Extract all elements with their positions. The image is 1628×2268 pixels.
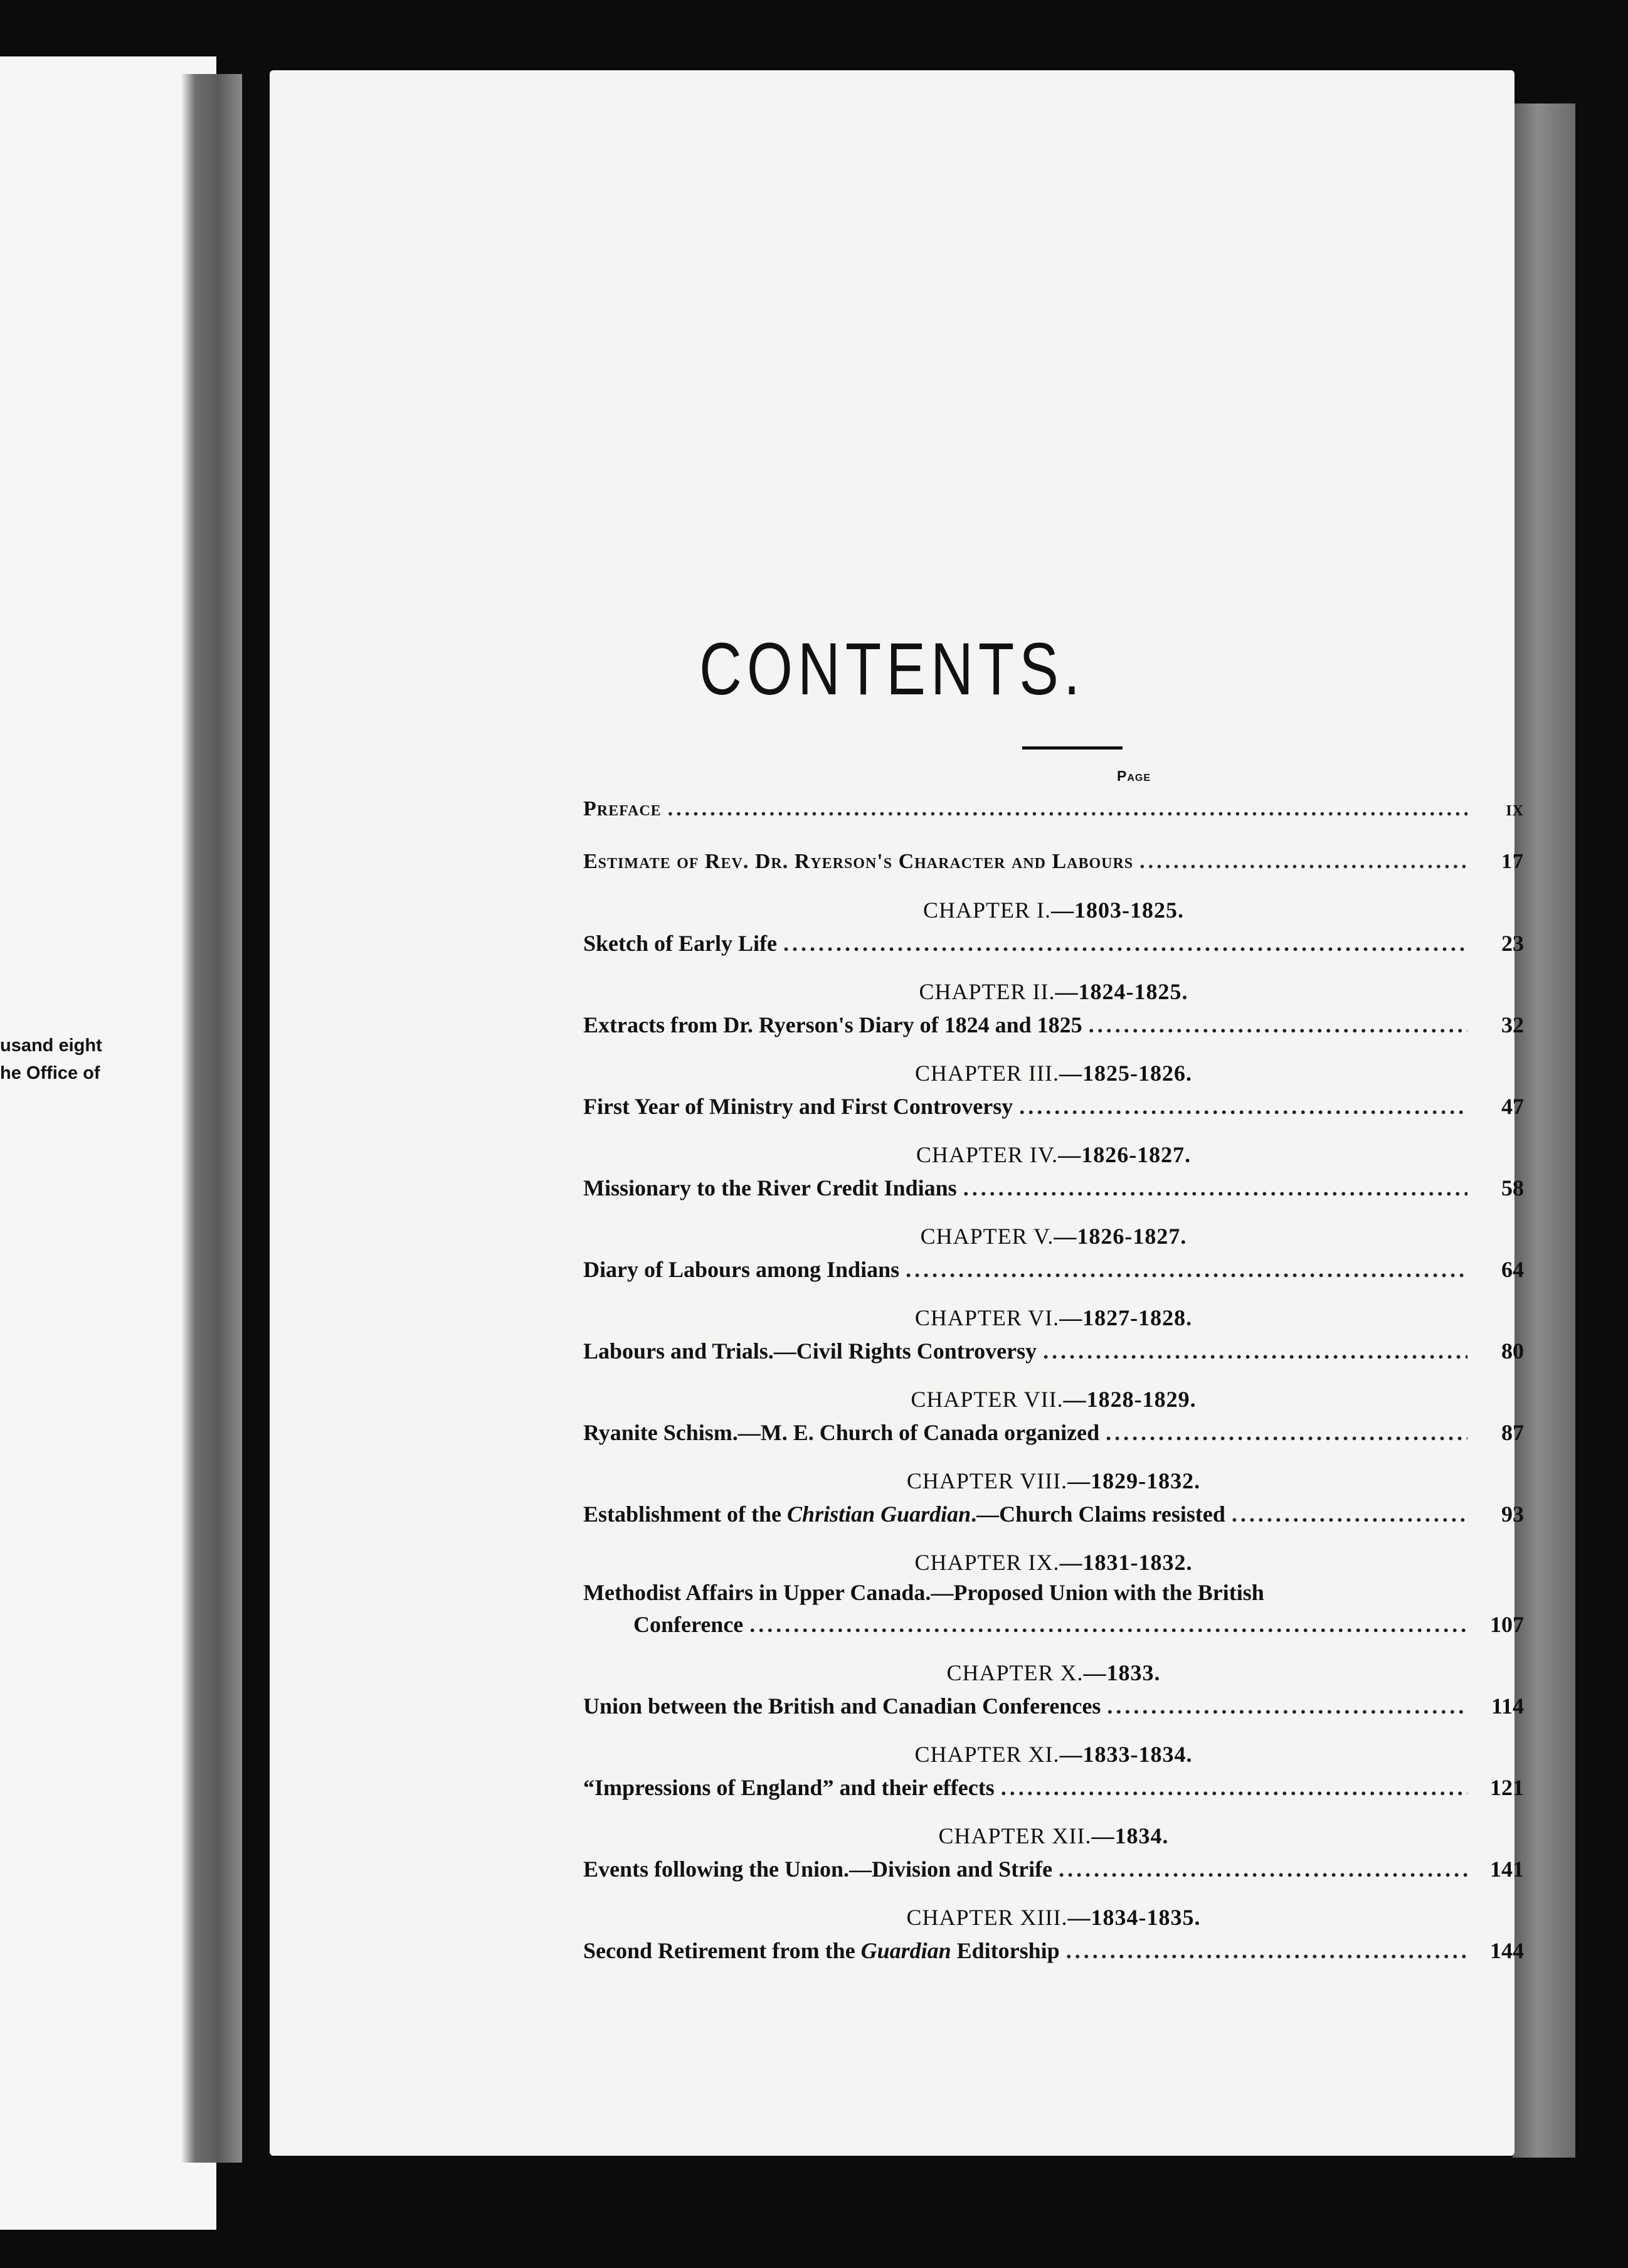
- chapter-heading: [583, 1384, 1524, 1415]
- chapter-number: CHAPTER IV.: [916, 1142, 1059, 1167]
- chapter-heading: [583, 1547, 1524, 1578]
- toc-entry-first-line[interactable]: Methodist Affairs in Upper Canada.—Proposed Union with the British: [583, 1580, 1264, 1605]
- toc-page-number: 144: [1490, 1938, 1524, 1963]
- dot-leader: [749, 1607, 1467, 1642]
- dot-leader: [1059, 1852, 1467, 1887]
- chapter-heading: [583, 1221, 1524, 1252]
- dot-leader: [963, 1170, 1467, 1206]
- toc-page-number: 114: [1491, 1693, 1524, 1719]
- chapter-heading: [583, 1820, 1524, 1852]
- dot-leader: [1066, 1933, 1467, 1968]
- toc-entry[interactable]: [583, 1852, 1524, 1887]
- chapter-number: CHAPTER VII.: [911, 1387, 1064, 1412]
- toc-entry[interactable]: [583, 1252, 1524, 1287]
- chapter-years: —1833-1834.: [1059, 1742, 1193, 1767]
- dot-leader: [1106, 1415, 1467, 1450]
- toc-entry-label: Missionary to the River Credit Indians: [583, 1175, 957, 1200]
- chapter-years: —1827-1828.: [1059, 1305, 1193, 1330]
- chapter-years: —1803-1825.: [1051, 898, 1184, 923]
- chapter-number: CHAPTER XII.: [938, 1823, 1092, 1848]
- toc-page-number: 58: [1501, 1175, 1524, 1200]
- toc-entry[interactable]: [583, 1770, 1524, 1805]
- chapter-heading: [583, 1139, 1524, 1170]
- toc-entry-label: [583, 1933, 1060, 1968]
- toc-entry[interactable]: [583, 1170, 1524, 1206]
- chapter-years: —1833.: [1083, 1660, 1161, 1685]
- page-title: CONTENTS.: [699, 627, 1086, 710]
- chapter-years: —1834-1835.: [1067, 1905, 1201, 1930]
- toc-entry[interactable]: [583, 1497, 1524, 1532]
- toc-entry[interactable]: [583, 1688, 1524, 1724]
- contents-area: [270, 70, 1524, 2156]
- toc-entry-label: Sketch of Early Life: [583, 931, 777, 956]
- toc-entry[interactable]: [583, 1089, 1524, 1124]
- chapter-heading: [583, 1057, 1524, 1089]
- toc-entry-label: Diary of Labours among Indians: [583, 1257, 900, 1282]
- toc-entry[interactable]: [583, 1333, 1524, 1369]
- chapter-heading: [583, 976, 1524, 1007]
- chapter-number: CHAPTER X.: [946, 1660, 1084, 1685]
- chapter-years: —1831-1832.: [1059, 1550, 1193, 1575]
- left-page-text-fragment: [0, 1032, 102, 1087]
- toc-entry[interactable]: [583, 1933, 1524, 1968]
- dot-leader: [1001, 1770, 1467, 1805]
- toc-entry-label: First Year of Ministry and First Controversy: [583, 1094, 1013, 1119]
- entry-text: Second Retirement from the: [583, 1938, 861, 1963]
- toc-entry-label: Union between the British and Canadian Conferences: [583, 1693, 1101, 1719]
- chapter-number: CHAPTER II.: [919, 979, 1055, 1004]
- entry-italic-title: Christian Guardian: [787, 1502, 971, 1527]
- toc-entry-preface[interactable]: [583, 792, 1524, 827]
- chapter-years: —1828-1829.: [1063, 1387, 1197, 1412]
- chapter-years: —1824-1825.: [1055, 979, 1188, 1004]
- chapter-heading: [583, 1657, 1524, 1688]
- contents-page: [270, 70, 1524, 2156]
- toc-page-number: 141: [1490, 1857, 1524, 1882]
- chapter-number: CHAPTER VIII.: [906, 1468, 1068, 1493]
- chapter-number: CHAPTER IX.: [914, 1550, 1060, 1575]
- chapter-years: —1829-1832.: [1067, 1468, 1201, 1493]
- toc-page-number: 32: [1501, 1012, 1524, 1037]
- chapter-number: CHAPTER V.: [920, 1224, 1054, 1249]
- chapter-number: CHAPTER III.: [915, 1061, 1059, 1086]
- toc-page-number: 121: [1490, 1775, 1524, 1800]
- chapter-number: CHAPTER I.: [922, 898, 1051, 923]
- chapter-number: CHAPTER XIII.: [906, 1905, 1068, 1930]
- toc-page-number: ix: [1506, 797, 1524, 820]
- toc-page-number: 17: [1501, 850, 1524, 873]
- chapter-years: —1825-1826.: [1059, 1061, 1192, 1086]
- chapter-heading: [583, 1465, 1524, 1497]
- toc-entry-label: Labours and Trials.—Civil Rights Controversy: [583, 1338, 1037, 1364]
- dot-leader: [1043, 1333, 1467, 1369]
- entry-text: Establishment of the: [583, 1502, 788, 1527]
- toc-page-number: 93: [1501, 1502, 1524, 1527]
- chapter-heading: [583, 1302, 1524, 1333]
- toc-entry[interactable]: [583, 1607, 1524, 1642]
- toc-entry[interactable]: [583, 1007, 1524, 1042]
- toc-entry-label: Preface: [583, 797, 662, 820]
- chapter-heading: [583, 894, 1524, 926]
- toc-entry-label: Conference: [633, 1612, 744, 1637]
- entry-italic-title: Guardian: [860, 1938, 951, 1963]
- entry-text: Editorship: [951, 1938, 1060, 1963]
- toc-page-number: 23: [1501, 931, 1524, 956]
- chapter-years: —1826-1827.: [1058, 1142, 1192, 1167]
- entry-text: .—Church Claims resisted: [971, 1502, 1225, 1527]
- dot-leader: [906, 1252, 1467, 1287]
- chapter-heading: [583, 1902, 1524, 1933]
- toc-entry-label: Ryanite Schism.—M. E. Church of Canada organized: [583, 1420, 1100, 1445]
- page-column-label: Page: [1116, 768, 1151, 784]
- chapter-heading: [583, 1739, 1524, 1770]
- dot-leader: [1232, 1497, 1467, 1532]
- chapter-years: —1834.: [1091, 1823, 1169, 1848]
- dot-leader: [668, 792, 1467, 827]
- chapter-number: CHAPTER VI.: [914, 1305, 1060, 1330]
- toc-entry-label: Events following the Union.—Division and Strife: [583, 1857, 1053, 1882]
- chapter-number: CHAPTER XI.: [914, 1742, 1060, 1767]
- toc-entry[interactable]: [583, 926, 1524, 961]
- table-of-contents: [583, 792, 1524, 1968]
- book-gutter: [182, 74, 242, 2163]
- dot-leader: [1107, 1688, 1467, 1724]
- dot-leader: [1089, 1007, 1467, 1042]
- dot-leader: [783, 926, 1467, 961]
- left-fragment-line: usand eight: [0, 1036, 102, 1056]
- left-fragment-line: he Office of: [0, 1063, 100, 1083]
- toc-page-number: 64: [1501, 1257, 1524, 1282]
- toc-entry-label: [583, 1497, 1225, 1532]
- dot-leader: [1019, 1089, 1467, 1124]
- toc-page-number: 47: [1501, 1094, 1524, 1119]
- dot-leader: [1139, 844, 1467, 879]
- chapter-years: —1826-1827.: [1054, 1224, 1187, 1249]
- toc-entry-estimate[interactable]: [583, 844, 1524, 879]
- toc-page-number: 80: [1501, 1338, 1524, 1364]
- title-rule: [1022, 746, 1123, 750]
- toc-entry-label: Extracts from Dr. Ryerson's Diary of 1824 and 1825: [583, 1012, 1082, 1037]
- toc-page-number: 87: [1501, 1420, 1524, 1445]
- toc-entry[interactable]: [583, 1415, 1524, 1450]
- toc-entry-label: “Impressions of England” and their effects: [583, 1775, 995, 1800]
- toc-page-number: 107: [1490, 1612, 1524, 1637]
- toc-entry-label: Estimate of Rev. Dr. Ryerson's Character and Labours: [583, 850, 1134, 873]
